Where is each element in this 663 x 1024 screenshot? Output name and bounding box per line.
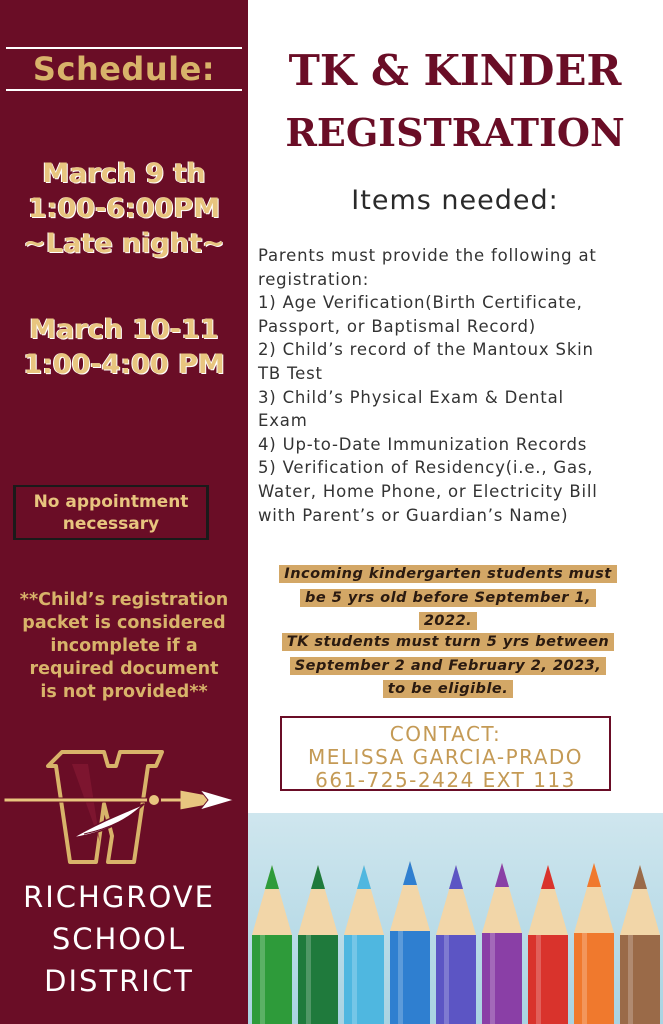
highlight1-line-2: be 5 yrs old before September 1, <box>300 589 596 607</box>
district-name <box>0 876 238 1002</box>
district-line-1: RICHGROVE <box>23 880 215 914</box>
items-needed-heading: Items needed: <box>351 185 559 216</box>
note-line-2: packet is considered <box>22 613 226 633</box>
note-line-3: incomplete if a <box>50 636 198 656</box>
schedule-heading-box <box>6 47 242 91</box>
colored-pencils-image <box>248 813 663 1024</box>
highlight2-line-1: TK students must turn 5 yrs between <box>282 633 614 651</box>
note-line-5: is not provided** <box>40 682 208 702</box>
kindergarten-age-highlight <box>258 563 638 634</box>
highlight2-line-3: to be eligible. <box>383 680 514 698</box>
requirement-line: 2) Child’s record of the Mantoux Skin <box>258 340 594 360</box>
appointment-line-2: necessary <box>62 513 160 534</box>
date1-note: ~Late night~ <box>23 228 225 259</box>
contact-label: CONTACT: <box>389 722 502 746</box>
contact-phone: 661-725-2424 EXT 113 <box>315 768 576 792</box>
schedule-date-2 <box>0 312 248 382</box>
requirement-line: Water, Home Phone, or Electricity Bill <box>258 481 598 501</box>
highlight1-line-1: Incoming kindergarten students must <box>279 565 616 583</box>
date1-time: 1:00-6:00PM <box>27 193 221 224</box>
requirement-line: 3) Child’s Physical Exam & Dental <box>258 387 564 407</box>
note-line-1: **Child’s registration <box>19 590 229 610</box>
requirement-line: TB Test <box>258 363 323 383</box>
appointment-box <box>13 485 209 540</box>
contact-name: MELISSA GARCIA-PRADO <box>307 745 584 769</box>
highlight1-line-3: 2022. <box>419 612 477 630</box>
incomplete-packet-note <box>6 589 242 704</box>
note-line-4: required document <box>29 659 219 679</box>
w-arrow-logo-icon <box>4 744 240 866</box>
date2-day: March 10-11 <box>29 314 219 345</box>
requirement-line: with Parent’s or Guardian’s Name) <box>258 505 569 525</box>
contact-box <box>280 716 611 791</box>
schedule-date-1 <box>0 156 248 261</box>
requirement-line: 4) Up-to-Date Immunization Records <box>258 434 588 454</box>
district-line-3: DISTRICT <box>44 964 194 998</box>
district-line-2: SCHOOL <box>51 922 187 956</box>
appointment-line-1: No appointment <box>33 491 189 512</box>
left-panel <box>0 0 248 1024</box>
requirement-line: Parents must provide the following at <box>258 246 597 265</box>
requirement-line: 5) Verification of Residency(i.e., Gas, <box>258 458 594 478</box>
title-line-1: TK & KINDER <box>288 46 622 95</box>
title-line-2: REGISTRATION <box>285 110 625 155</box>
date1-day: March 9 th <box>42 158 206 189</box>
tk-age-highlight <box>258 631 638 702</box>
requirements-list <box>258 244 658 527</box>
requirement-line: registration: <box>258 269 370 289</box>
requirement-line: Passport, or Baptismal Record) <box>258 316 536 336</box>
date2-time: 1:00-4:00 PM <box>23 349 225 380</box>
requirement-line: 1) Age Verification(Birth Certificate, <box>258 293 583 313</box>
schedule-heading: Schedule: <box>32 50 216 88</box>
requirement-line: Exam <box>258 411 308 431</box>
highlight2-line-2: September 2 and February 2, 2023, <box>290 657 607 675</box>
